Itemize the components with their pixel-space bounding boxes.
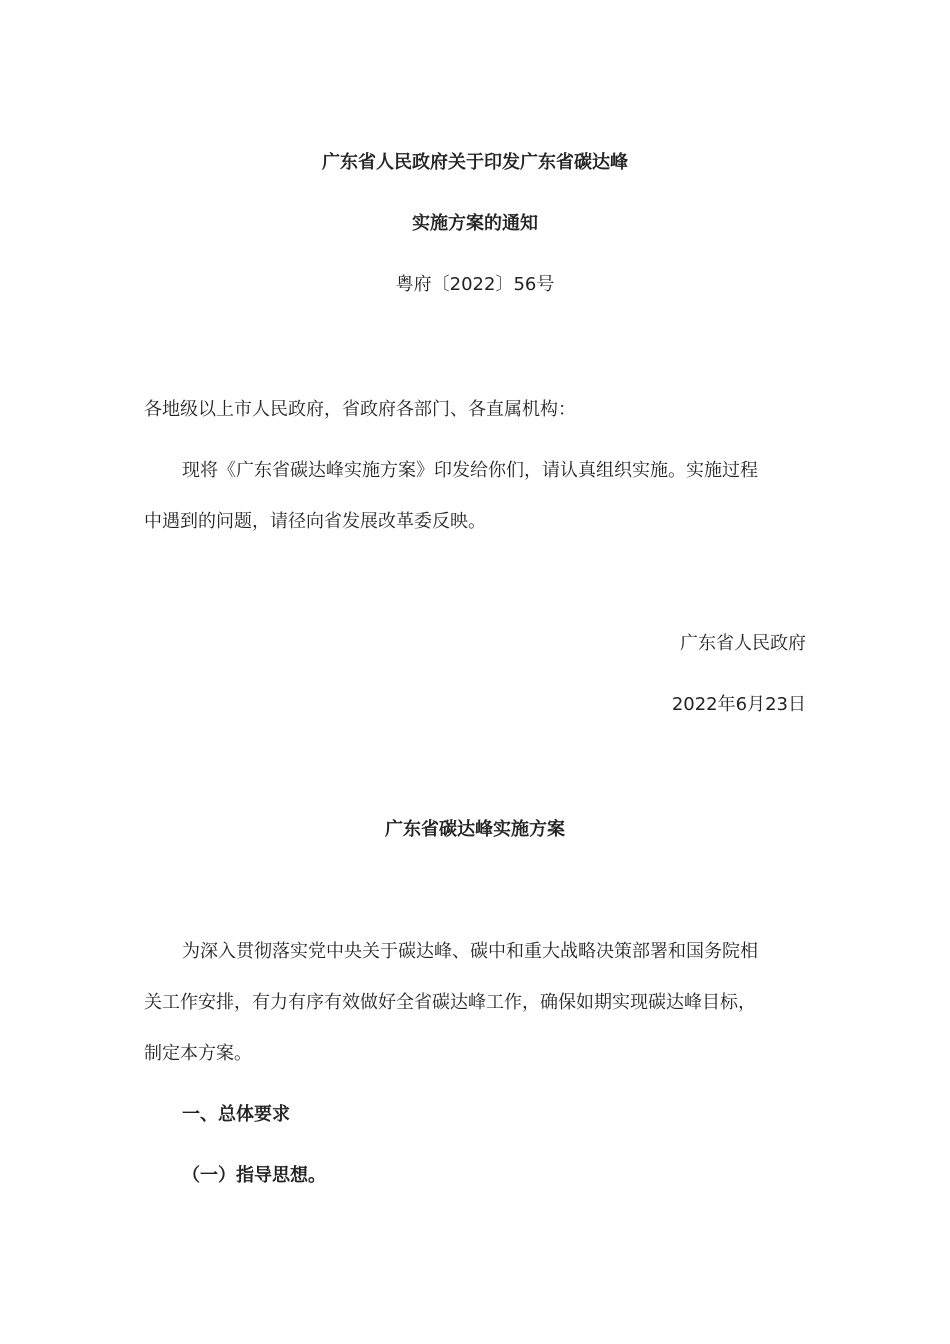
signing-date: 2022年6月23日 — [671, 694, 806, 715]
document-number: 粤府〔2022〕56号 — [395, 274, 555, 295]
notice-title-line-1: 广东省人民政府关于印发广东省碳达峰 — [322, 152, 628, 173]
plan-title: 广东省碳达峰实施方案 — [385, 819, 565, 840]
plan-intro-line-1: 为深入贯彻落实党中央关于碳达峰、碳中和重大战略决策部署和国务院相 — [182, 941, 758, 962]
notice-body-line-1: 现将《广东省碳达峰实施方案》印发给你们，请认真组织实施。实施过程 — [182, 460, 758, 481]
subsection-1-heading: （一）指导思想。 — [182, 1165, 326, 1186]
notice-body-line-2: 中遇到的问题，请径向省发展改革委反映。 — [144, 511, 486, 532]
notice-title-line-2: 实施方案的通知 — [412, 213, 538, 234]
addressee: 各地级以上市人民政府，省政府各部门、各直属机构： — [144, 399, 576, 420]
plan-intro-line-2: 关工作安排，有力有序有效做好全省碳达峰工作，确保如期实现碳达峰目标， — [144, 992, 756, 1013]
signature: 广东省人民政府 — [680, 633, 806, 654]
section-1-heading: 一、总体要求 — [182, 1104, 290, 1125]
plan-intro-line-3: 制定本方案。 — [144, 1043, 252, 1064]
